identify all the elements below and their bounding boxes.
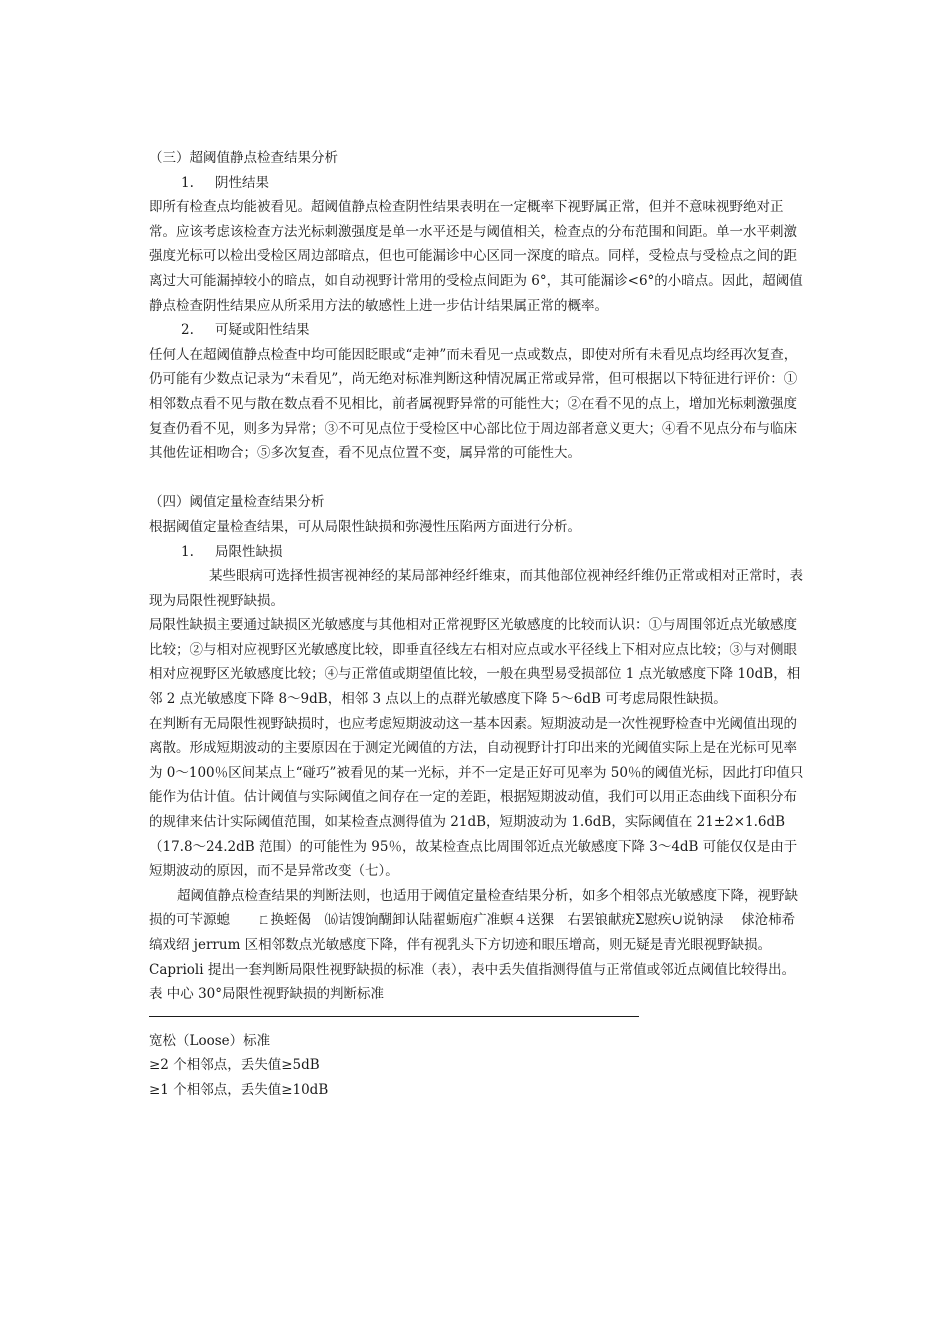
section-4-paragraph-1: 某些眼病可选择性损害视神经的某局部神经纤维束，而其他部位视神经纤维仍正常或相对正常时，表现为局限性视野缺损。: [149, 568, 803, 609]
section-4-paragraph-3: 在判断有无局限性视野缺损时，也应考虑短期波动这一基本因素。短期波动是一次性视野检查中光阈值出现的离散。形成短期波动的主要原因在于测定光阈值的方法，自动视野计打印出来的光阈值实际上是在光标可见率为 0～100％区间某点上“碰巧”被看见的某一光标，并不一定是正好可见率为 50％的阈值光标，因此打印值只能作为估计值。估计阈值与实际阈值之间存在一定的差距，根据短期波动值，我们可以用正态曲线下面积分布的规律来估计实际阈值范围，如某检查点测得值为 21dB，短期波动为 1.6dB，实际阈值在 21±2×1.6dB（17.8～24.2dB 范围）的可能性为 95％，故某检查点比周围邻近点光敏感度下降 3～4dB 可能仅仅是由于短期波动的原因，而不是异常改变（七）。: [149, 715, 804, 880]
item-title: 可疑或阳性结果: [215, 322, 310, 339]
item-title: 局限性缺损: [215, 543, 283, 560]
item-number: 1.: [181, 543, 194, 560]
section-4-intro: 根据阈值定量检查结果，可从局限性缺损和弥漫性压陷两方面进行分析。: [149, 518, 581, 535]
table-caption: 表 中心 30°局限性视野缺损的判断标准: [149, 986, 385, 1003]
table-row: ≥1 个相邻点，丢失值≥10dB: [149, 1081, 329, 1098]
table-heading: 宽松（Loose）标准: [149, 1032, 271, 1049]
section-4-paragraph-5: Caprioli 提出一套判断局限性视野缺损的标准（表），表中丢失值指测得值与正常值或邻近点阈值比较得出。: [149, 961, 796, 978]
section-3-paragraph-1: 即所有检查点均能被看见。超阈值静点检查阴性结果表明在一定概率下视野属正常，但并不意味视野绝对正常。应该考虑该检查方法光标刺激强度是单一水平还是与阈值相关，检查点的分布范围和间距。单一水平刺激强度光标可以检出受检区周边部暗点，但也可能漏诊中心区同一深度的暗点。同样，受检点与受检点之间的距离过大可能漏掉较小的暗点，如自动视野计常用的受检点间距为 6°，其可能漏诊<6°的小暗点。因此，超阈值静点检查阴性结果应从所采用方法的敏感性上进一步估计结果属正常的概率。: [149, 199, 803, 314]
section-3-item-1: [149, 171, 809, 196]
section-3-heading: （三）超阈值静点检查结果分析: [149, 150, 338, 166]
item-number: 1.: [181, 174, 194, 191]
table-top-rule: [149, 1016, 639, 1017]
section-4-heading: （四）阈值定量检查结果分析: [149, 494, 325, 511]
item-number: 2.: [181, 322, 194, 339]
section-4-paragraph-2: 局限性缺损主要通过缺损区光敏感度与其他相对正常视野区光敏感度的比较而认识：①与周围邻近点光敏感度比较；②与相对应视野区光敏感度比较，即垂直径线左右相对应点或水平径线上下相对应点比较；③与对侧眼相对应视野区光敏感度比较；④与正常值或期望值比较，一般在典型易受损部位 1 点光敏感度下降 10dB，相邻 2 点光敏感度下降 8～9dB，相邻 3 点以上的点群光敏感度下降 5～6dB 可考虑局限性缺损。: [149, 617, 801, 708]
section-4-item-1: [149, 540, 809, 565]
table-row: ≥2 个相邻点，丢失值≥5dB: [149, 1057, 320, 1074]
document-body: [149, 146, 809, 1103]
section-3-paragraph-2: 任何人在超阈值静点检查中均可能因眨眼或“走神”而未看见一点或数点，即使对所有未看见点均经再次复查，仍可能有少数点记录为“未看见”，尚无绝对标准判断这种情况属正常或异常，但可根据以下特征进行评价：①相邻数点看不见与散在数点看不见相比，前者属视野异常的可能性大；②在看不见的点上，增加光标刺激强度复查仍看不见，则多为异常；③不可见点位于受检区中心部比位于周边部者意义更大；④看不见点分布与临床其他佐证相吻合；⑤多次复查，看不见点位置不变，属异常的可能性大。: [149, 346, 798, 462]
item-title: 阴性结果: [215, 174, 269, 191]
spacer: [149, 466, 809, 491]
section-4-paragraph-4: 超阈值静点检查结果的判断法则，也适用于阈值定量检查结果分析，如多个相邻点光敏感度下降，视野缺损的可苄源螅 ㄈ换蛭偈 ⒃诘馊饷醐卸认陆翟蛎庖疒准螟４送猓 右罢锒献疣Σ慰疾∪说钠渌 俅沧柿希 缟戏绍 jerrum 区相邻数点光敏感度下降，伴有视乳头下方切迹和眼压增高，则无疑是青光眼视野缺损。: [149, 887, 809, 953]
section-3-item-2: [149, 318, 809, 343]
